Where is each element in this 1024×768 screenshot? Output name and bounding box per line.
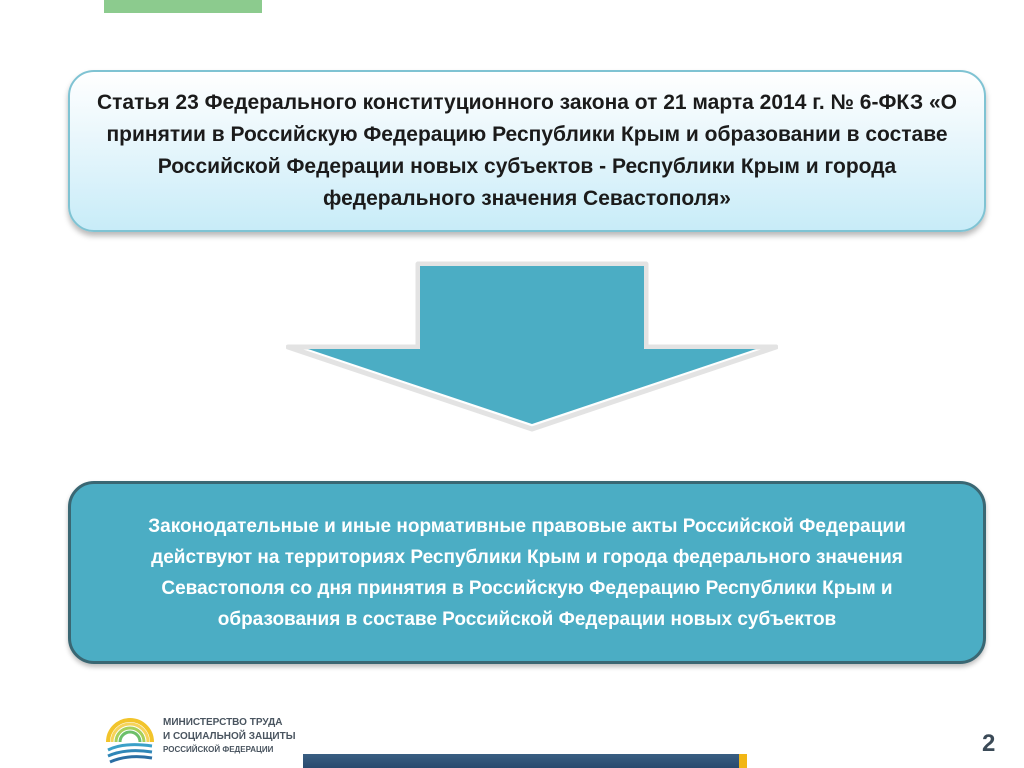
footer-bar-accent: [739, 754, 747, 768]
ministry-name-line1: МИНИСТЕРСТВО ТРУДА: [163, 717, 283, 728]
legal-acts-text: Законодательные и иные нормативные правовые акты Российской Федерации действуют на территориях Республики Крым и города федерального значения Севастополя со дня принятия в Российскую Федерацию Республики Крым и образования в составе Российской Федерации новых субъектов: [148, 515, 906, 630]
ministry-name-line3: РОССИЙСКОЙ ФЕДЕРАЦИИ: [163, 745, 274, 754]
legal-acts-box: [68, 481, 986, 664]
top-accent-bar: [104, 0, 262, 13]
ministry-name-line2: И СОЦИАЛЬНОЙ ЗАЩИТЫ: [163, 731, 296, 742]
law-reference-text: Статья 23 Федерального конституционного закона от 21 марта 2014 г. № 6-ФКЗ «О принятии в Российскую Федерацию Республики Крым и образовании в составе Российской Федерации новых субъектов - Республики Крым и города федерального значения Севастополя»: [96, 91, 957, 210]
ministry-logo-icon: [104, 712, 156, 764]
footer-bar: [303, 754, 739, 768]
down-arrow-icon: [286, 258, 778, 432]
law-reference-box: [68, 70, 986, 232]
ministry-name: [163, 716, 296, 756]
page-number: 2: [982, 730, 996, 757]
